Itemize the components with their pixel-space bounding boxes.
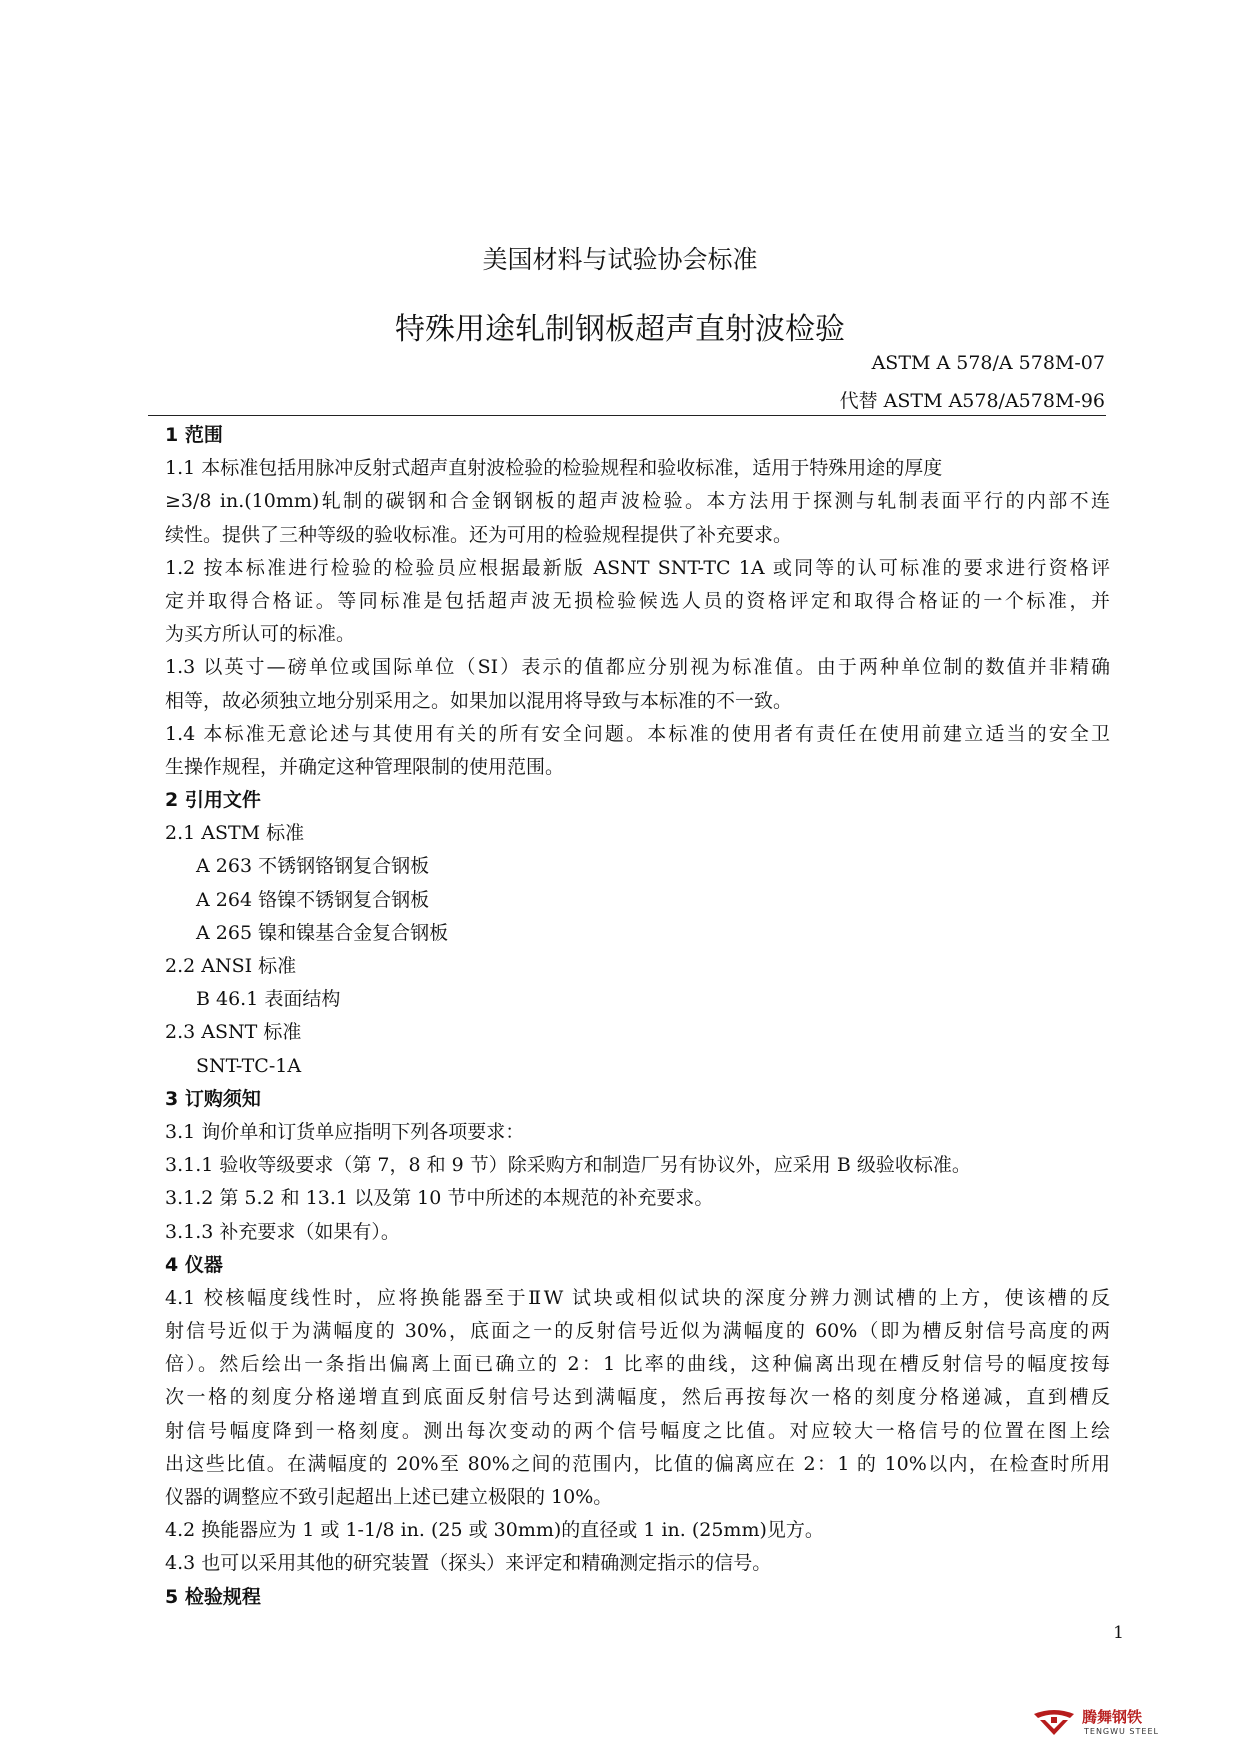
- text-line: 生操作规程，并确定这种管理限制的使用范围。: [165, 755, 565, 778]
- text-line: 1.1 本标准包括用脉冲反射式超声直射波检验的检验规程和验收标准，适用于特殊用途的厚度: [165, 457, 943, 480]
- text-line: A 263 不锈钢铬钢复合钢板: [196, 855, 430, 878]
- text-line: 定并取得合格证。等同标准是包括超声波无损检验候选人员的资格评定和取得合格证的一个标准，并: [165, 589, 1110, 612]
- text-line: 2.2 ANSI 标准: [165, 955, 297, 977]
- text-line: 3.1.3 补充要求（如果有）。: [165, 1220, 400, 1243]
- text-line: 射信号幅度降到一格刻度。测出每次变动的两个信号幅度之比值。对应较大一格信号的位置在图上绘: [165, 1419, 1110, 1442]
- section-heading: 3 订购须知: [165, 1087, 261, 1110]
- standard-number: ASTM A 578/A 578M-07: [871, 352, 1105, 374]
- text-line: 相等，故必须独立地分别采用之。如果加以混用将导致与本标准的不一致。: [165, 689, 793, 712]
- section-heading: 2 引用文件: [165, 789, 261, 812]
- text-line: 射信号近似于为满幅度的 30%，底面之一的反射信号近似为满幅度的 60%（即为槽反射信号高度的两: [165, 1320, 1110, 1343]
- text-line: 2.1 ASTM 标准: [165, 822, 305, 845]
- text-line: 3.1.1 验收等级要求（第 7，8 和 9 节）除采购方和制造厂另有协议外，应采用 B 级验收标准。: [165, 1154, 971, 1177]
- text-line: ≥3/8 in.(10mm)轧制的碳钢和合金钢钢板的超声波检验。本方法用于探测与轧制表面平行的内部不连: [165, 490, 1110, 513]
- company-logo: [1030, 1706, 1222, 1742]
- document-subtitle: 美国材料与试验协会标准: [482, 245, 758, 274]
- text-line: 4.1 校核幅度线性时，应将换能器至于ⅡW 试块或相似试块的深度分辨力测试槽的上方，使该槽的反: [165, 1286, 1110, 1309]
- logo-name-cn: 腾舞钢铁: [1082, 1708, 1143, 1726]
- text-line: B 46.1 表面结构: [196, 988, 341, 1011]
- tengwu-logo-icon: [1030, 1708, 1078, 1738]
- text-line: A 265 镍和镍基合金复合钢板: [196, 921, 449, 944]
- text-line: 1.4 本标准无意论述与其使用有关的所有安全问题。本标准的使用者有责任在使用前建立适当的安全卫: [165, 722, 1110, 745]
- document-title: 特殊用途轧制钢板超声直射波检验: [395, 312, 845, 347]
- text-line: 次一格的刻度分格递增直到底面反射信号达到满幅度，然后再按每次一格的刻度分格递减，直到槽反: [165, 1386, 1110, 1409]
- supersedes-line: 代替 ASTM A578/A578M-96: [839, 390, 1105, 412]
- text-line: 仪器的调整应不致引起超出上述已建立极限的 10%。: [165, 1486, 613, 1508]
- section-heading: 5 检验规程: [165, 1585, 261, 1608]
- text-line: 续性。提供了三种等级的验收标准。还为可用的检验规程提供了补充要求。: [165, 523, 793, 546]
- header-rule: [148, 415, 1106, 416]
- text-line: 出这些比值。在满幅度的 20%至 80%之间的范围内，比值的偏离应在 2：1 的 10%以内，在检查时所用: [165, 1452, 1110, 1475]
- text-line: 3.1 询价单和订货单应指明下列各项要求：: [165, 1120, 525, 1143]
- section-heading: 1 范围: [165, 424, 223, 446]
- document-body: [165, 419, 1110, 1614]
- text-line: SNT-TC-1A: [196, 1054, 302, 1077]
- text-line: 倍）。然后绘出一条指出偏离上面已确立的 2：1 比率的曲线，这种偏离出现在槽反射信号的幅度按每: [165, 1353, 1110, 1376]
- text-line: 4.2 换能器应为 1 或 1-1/8 in. (25 或 30mm)的直径或 1 in. (25mm)见方。: [165, 1519, 824, 1542]
- logo-name-en: TENGWU STEEL: [1084, 1727, 1159, 1736]
- section-heading: 4 仪器: [165, 1253, 223, 1276]
- text-line: 1.3 以英寸—磅单位或国际单位（SI）表示的值都应分别视为标准值。由于两种单位制的数值并非精确: [165, 656, 1110, 679]
- text-line: 1.2 按本标准进行检验的检验员应根据最新版 ASNT SNT-TC 1A 或同等的认可标准的要求进行资格评: [165, 556, 1110, 579]
- text-line: A 264 铬镍不锈钢复合钢板: [196, 888, 430, 911]
- text-line: 为买方所认可的标准。: [165, 623, 356, 646]
- text-line: 3.1.2 第 5.2 和 13.1 以及第 10 节中所述的本规范的补充要求。: [165, 1187, 714, 1210]
- page-number: 1: [1113, 1623, 1124, 1643]
- text-line: 4.3 也可以采用其他的研究装置（探头）来评定和精确测定指示的信号。: [165, 1552, 772, 1575]
- text-line: 2.3 ASNT 标准: [165, 1021, 302, 1044]
